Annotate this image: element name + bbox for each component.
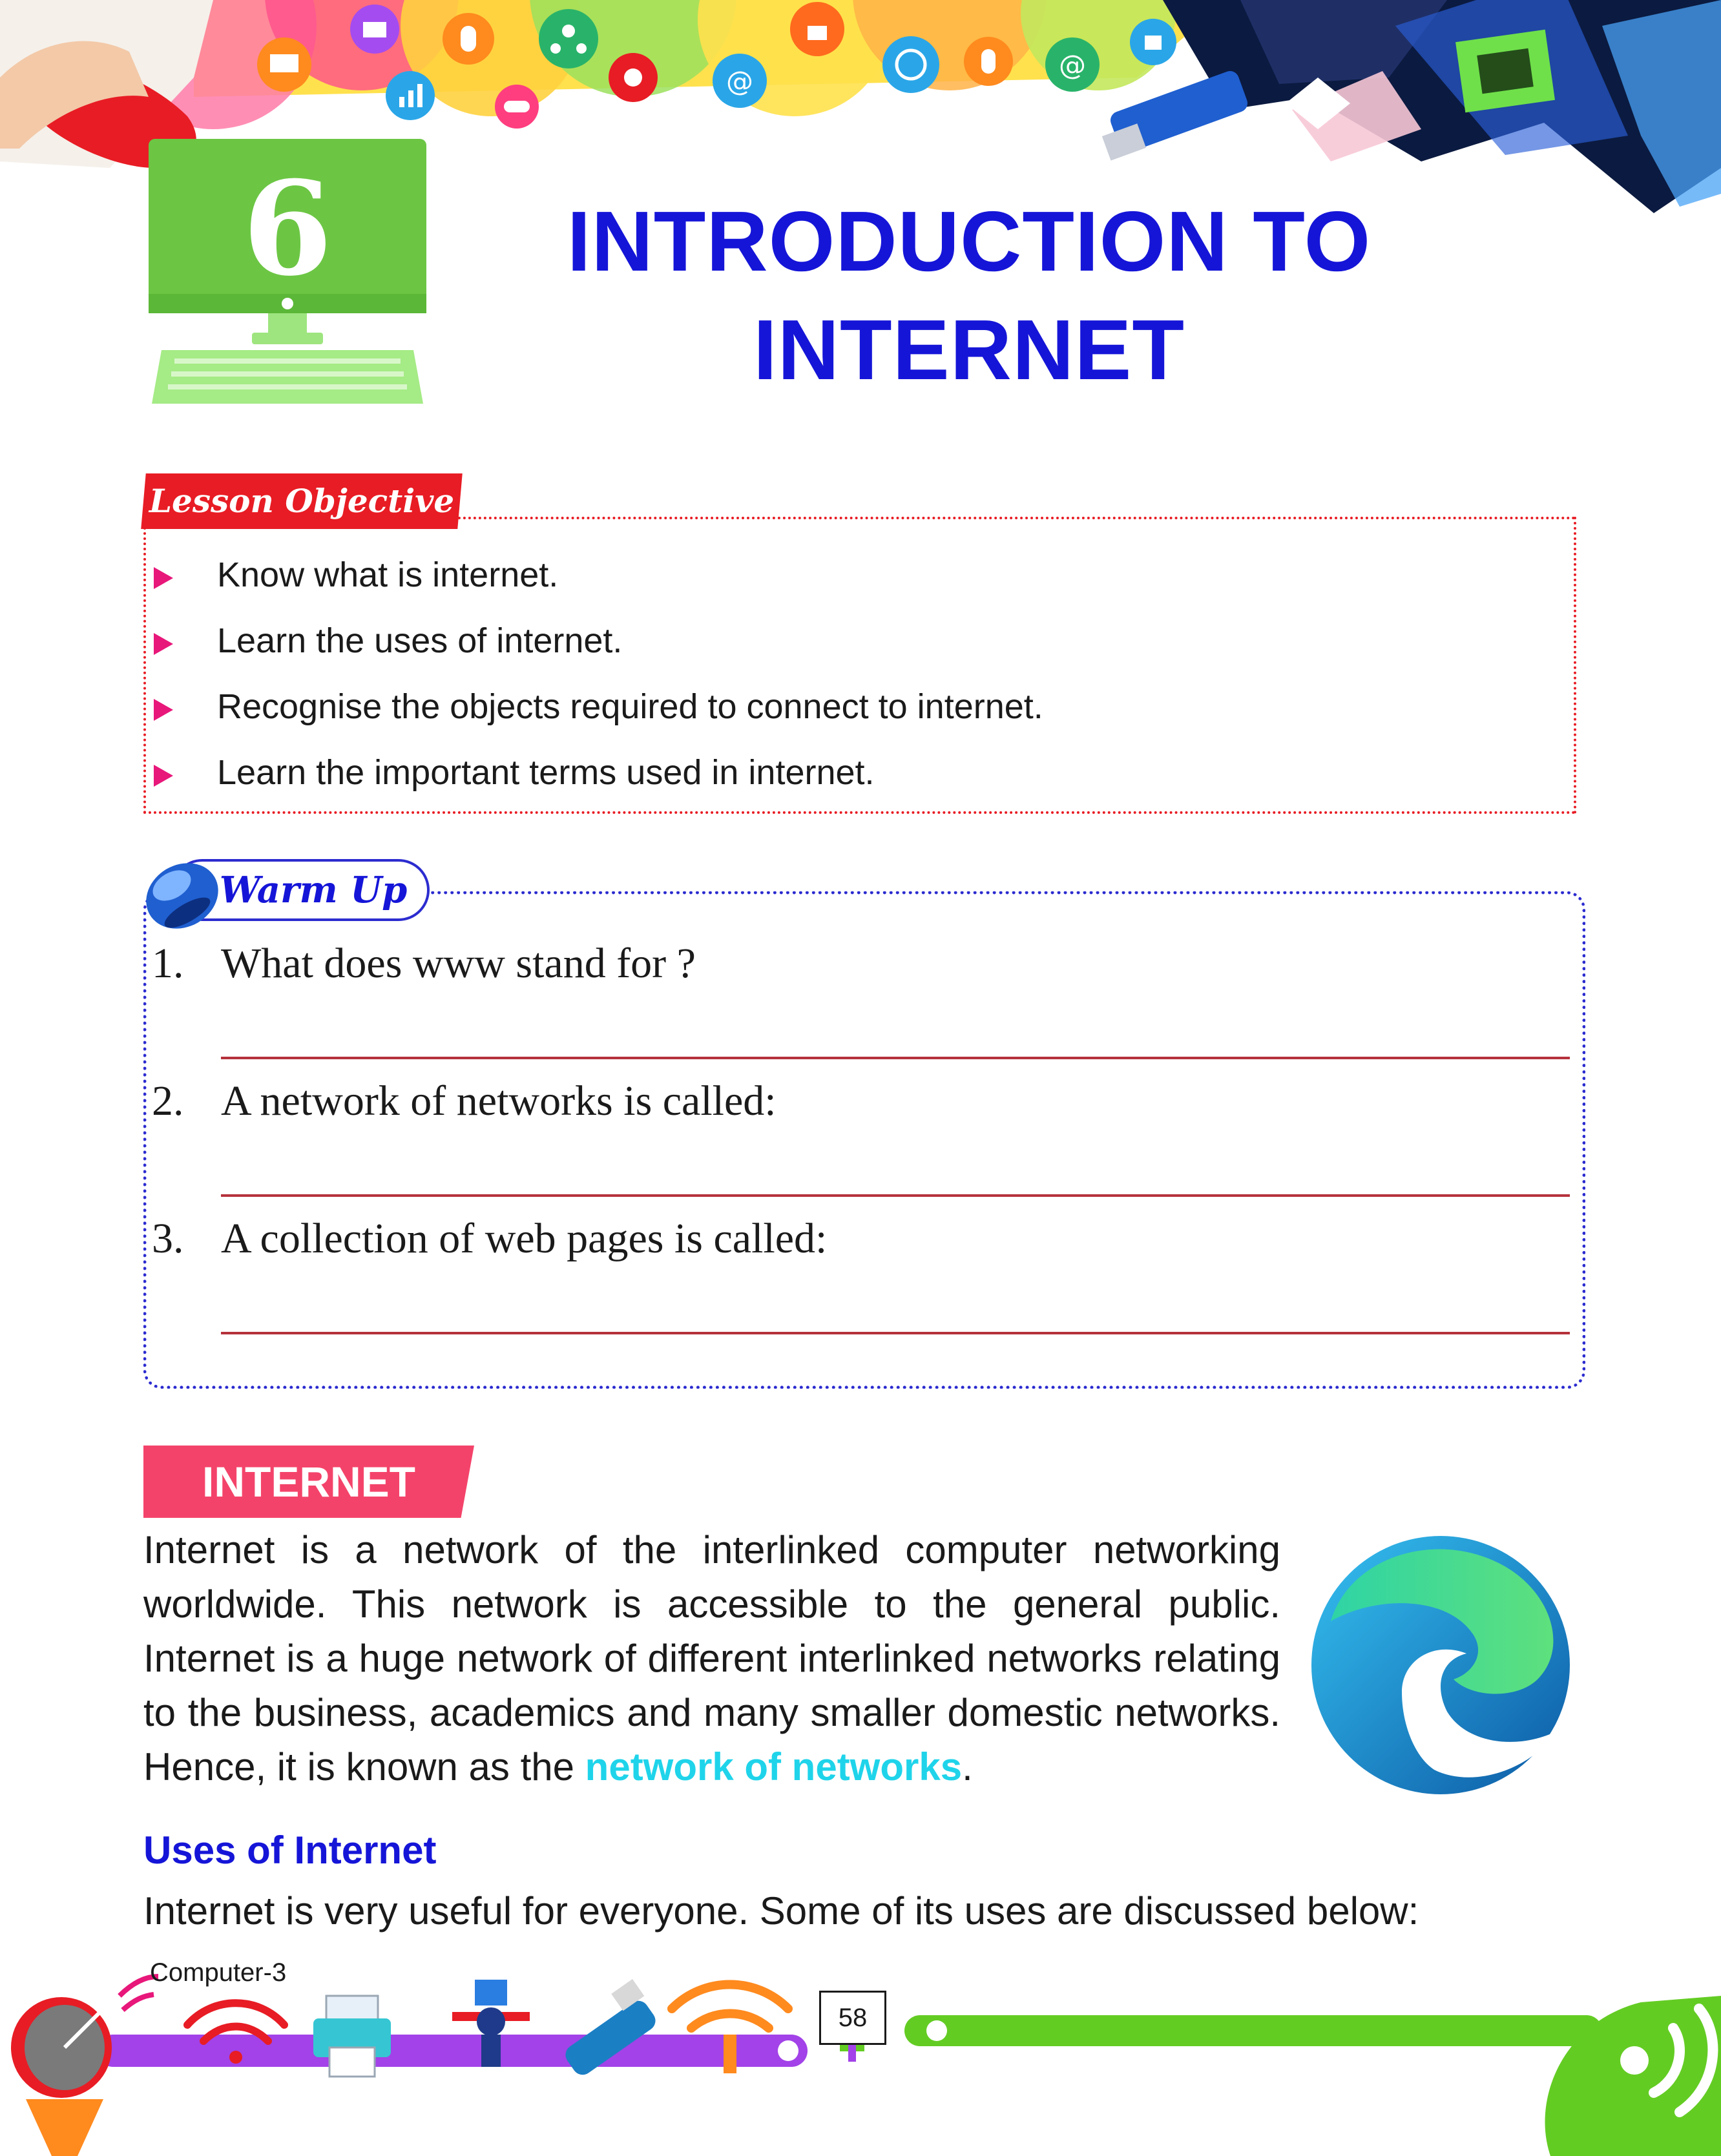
- bullet-triangle-icon: [154, 567, 173, 589]
- answer-line[interactable]: [221, 1194, 1570, 1197]
- chapter-number: 6: [242, 153, 333, 305]
- uses-heading: Uses of Internet: [143, 1829, 437, 1872]
- people-network-icon: [539, 9, 598, 68]
- section-heading: INTERNET: [202, 1458, 415, 1506]
- svg-text:@: @: [726, 65, 753, 97]
- bullet-triangle-icon: [154, 765, 173, 787]
- at-sign-icon-2: [1045, 37, 1100, 92]
- gamepad-icon: [495, 85, 539, 129]
- uses-intro-text: Internet is very useful for everyone. Some of its uses are discussed below:: [143, 1889, 1419, 1933]
- warm-up-label: Warm Up: [219, 869, 408, 911]
- objective-item-text: Learn the important terms used in internet.: [217, 753, 875, 792]
- chart-icon-2: [1130, 19, 1176, 65]
- lesson-objective-label: Lesson Objective: [149, 482, 455, 520]
- page-number: 58: [838, 2004, 868, 2032]
- objective-item: [154, 612, 1543, 670]
- objective-item-text: Know what is internet.: [217, 555, 559, 594]
- folder-icon: [350, 5, 399, 54]
- gear-icon: [609, 53, 658, 102]
- question-text: What does www stand for ?: [221, 940, 696, 987]
- paragraph-end: .: [962, 1745, 973, 1788]
- answer-line[interactable]: [221, 1332, 1570, 1334]
- question-text: A network of networks is called:: [221, 1077, 777, 1125]
- highlight-term: network of networks: [585, 1745, 963, 1788]
- answer-line[interactable]: [221, 1057, 1570, 1059]
- objective-item: [154, 743, 1543, 802]
- at-sign-icon: [713, 54, 767, 108]
- chapter-title: [491, 187, 1447, 404]
- objective-item-text: Learn the uses of internet.: [217, 621, 623, 660]
- chart-icon: [386, 71, 435, 120]
- chapter-title-line1: INTRODUCTION TO: [567, 194, 1372, 289]
- question-number: 2.: [152, 1077, 184, 1125]
- question-number: 1.: [152, 940, 184, 987]
- edge-browser-logo: [1305, 1524, 1576, 1802]
- mouse-icon: [443, 13, 494, 65]
- book-name: Computer-3: [150, 1958, 287, 1987]
- globe-icon: [882, 36, 939, 93]
- objective-item-text: Recognise the objects required to connect to internet.: [217, 687, 1043, 726]
- question-text: A collection of web pages is called:: [221, 1215, 828, 1262]
- bullet-triangle-icon: [154, 633, 173, 655]
- upload-icon: [790, 2, 844, 56]
- objective-item: [154, 546, 1543, 604]
- paragraph-text: Internet is a network of the interlinked computer networking worldwide. This network is accessible to the general public. Internet is a huge network of different interlinked networks relating to the business, academics and many smaller domestic networks. Hence, it is known as the: [143, 1528, 1280, 1788]
- objective-item: [154, 678, 1543, 736]
- internet-paragraph: [143, 1523, 1280, 1794]
- svg-text:@: @: [1059, 49, 1086, 81]
- question-number: 3.: [152, 1215, 184, 1262]
- computer-monitor-icon: [257, 37, 311, 92]
- bullet-triangle-icon: [154, 699, 173, 721]
- chapter-title-line2: INTERNET: [753, 302, 1185, 397]
- mouse-icon-2: [964, 37, 1013, 86]
